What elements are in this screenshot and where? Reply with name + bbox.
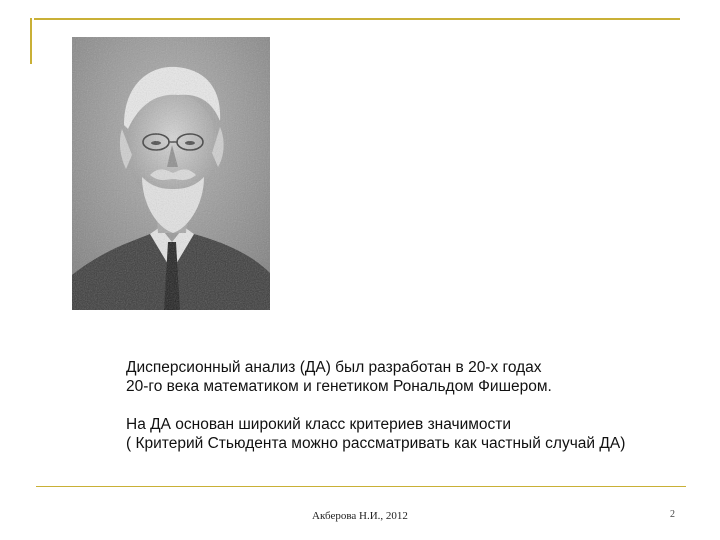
page-number: 2 — [670, 509, 675, 520]
footer-author: Акберова Н.И., 2012 — [312, 510, 408, 522]
portrait-photo — [72, 37, 270, 310]
text-line: Дисперсионный анализ (ДА) был разработан в 20-х годах — [126, 359, 542, 376]
slide-body-text — [126, 358, 686, 472]
footer-divider — [36, 486, 686, 487]
text-line: 20-го века математиком и генетиком Рональдом Фишером. — [126, 378, 552, 395]
frame-top-line — [34, 18, 680, 20]
paragraph-criteria — [126, 415, 686, 453]
paragraph-history — [126, 358, 686, 396]
text-line: ( Критерий Стьюдента можно рассматривать как частный случай ДА) — [126, 435, 626, 452]
frame-left-line — [30, 18, 32, 64]
text-line: На ДА основан широкий класс критериев значимости — [126, 416, 512, 433]
